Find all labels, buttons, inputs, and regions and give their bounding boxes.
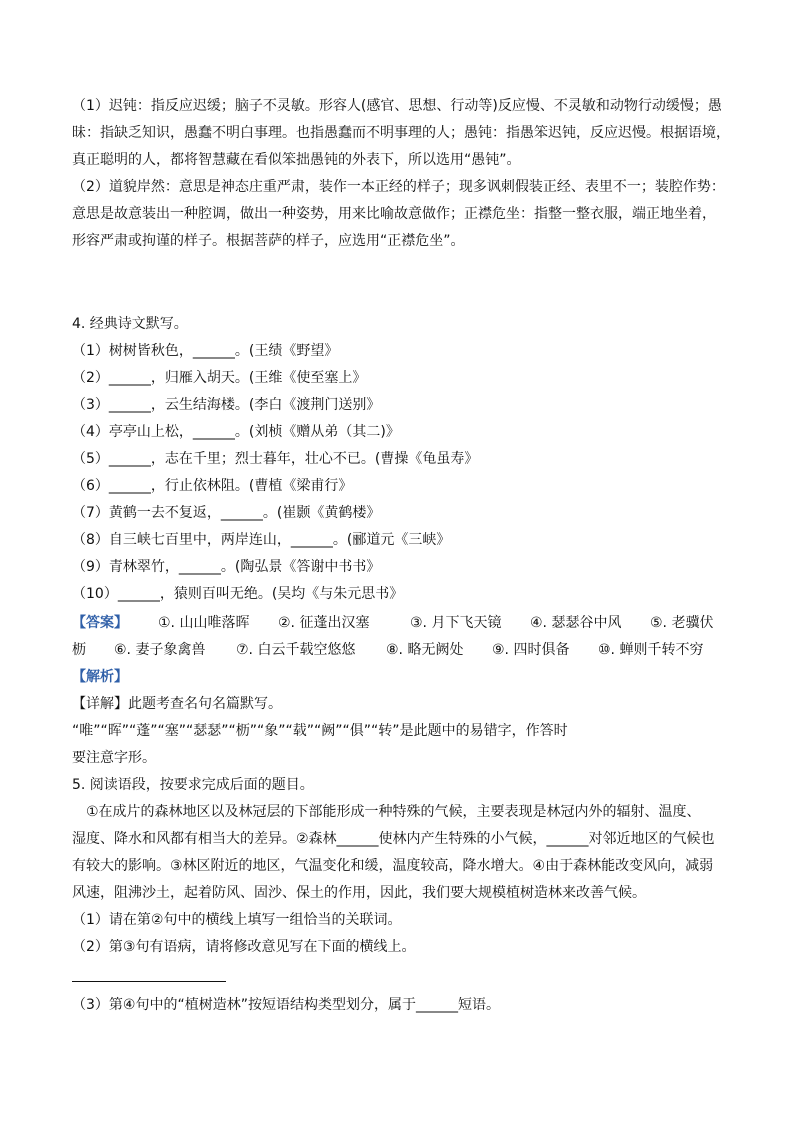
note-line: “唯”“晖”“蓬”“塞”“瑟瑟”“枥”“象”“载”“阙”“俱”“转”是此题中的易错字，作答时 <box>72 723 568 739</box>
explanation-line: （1）迟钝：指反应迟缓；脑子不灵敏。形容人(感官、思想、行动等)反应慢、不灵敏和动物行动缓慢；愚 <box>72 98 722 114</box>
answer-item: ⑧. 略无阙处 <box>386 642 464 658</box>
poem-item: （9）青林翠竹，______。(陶弘景《答谢中书书》 <box>72 559 381 575</box>
answer-label: 【答案】 <box>72 615 128 631</box>
poem-item: （3）______，云生结海楼。(李白《渡荆门送别》 <box>72 397 381 413</box>
poem-item: （1）树树皆秋色，______。(王绩《野望》 <box>72 343 339 359</box>
detail-text: 此题考查名句名篇默写。 <box>128 696 282 712</box>
poem-item: （5）______，志在千里；烈士暮年，壮心不已。(曹操《龟虽寿》 <box>72 451 479 467</box>
explanation-line: 意思是故意装出一种腔调，做出一种姿势，用来比喻故意做作；正襟危坐：指整一整衣服，端正地坐着， <box>72 206 716 222</box>
paragraph-line: 湿度、降水和风都有相当大的差异。②森林______使林内产生特殊的小气候，______对邻近地区的气候也 <box>72 831 715 847</box>
answer-line <box>72 981 226 982</box>
answer-item: 枥 <box>72 642 86 658</box>
poem-item: （10）______，猿则百叫无绝。(吴均《与朱元思书》 <box>72 586 404 602</box>
answer-item: ⑦. 白云千载空悠悠 <box>236 642 356 658</box>
answer-item: ⑥. 妻子象禽兽 <box>114 642 206 658</box>
analysis-label: 【解析】 <box>72 669 128 685</box>
answers-line <box>72 613 722 633</box>
paragraph-line: 有较大的影响。③林区附近的地区，气温变化和缓，温度较高，降水增大。④由于森林能改变风向，减弱 <box>72 858 714 874</box>
poem-item: （2）______，归雁入胡天。(王维《使至塞上》 <box>72 370 367 386</box>
answer-item: ②. 征蓬出汉塞 <box>278 615 370 631</box>
note-line: 要注意字形。 <box>72 750 156 766</box>
explanation-line: （2）道貌岸然：意思是神态庄重严肃，装作一本正经的样子；现多讽刺假装正经、表里不一；装腔作势： <box>72 179 725 195</box>
answer-item: ⑤. 老骥伏 <box>650 615 714 631</box>
explanation-line: 形容严肃或拘谨的样子。根据菩萨的样子，应选用“正襟危坐”。 <box>72 233 465 249</box>
question-4-title: 4. 经典诗文默写。 <box>72 316 188 332</box>
sub-question: （2）第③句有语病，请将修改意见写在下面的横线上。 <box>72 939 416 955</box>
paragraph-line: ①在成片的森林地区以及林冠层的下部能形成一种特殊的气候，主要表现是林冠内外的辐射、温度、 <box>86 804 701 820</box>
paragraph-line: 风速，阻沸沙土，起着防风、固沙、保土的作用，因此，我们要大规模植树造林来改善气候。 <box>72 885 646 901</box>
poem-item: （8）自三峡七百里中，两岸连山，______。(郦道元《三峡》 <box>72 532 451 548</box>
answer-item: ①. 山山唯落晖 <box>158 615 250 631</box>
answer-item: ④. 瑟瑟谷中风 <box>530 615 622 631</box>
poem-item: （7）黄鹤一去不复返，______。(崔颢《黄鹤楼》 <box>72 505 381 521</box>
sub-question: （1）请在第②句中的横线上填写一组恰当的关联词。 <box>72 912 402 928</box>
answer-item: ⑩. 蝉则千转不穷 <box>598 642 704 658</box>
explanation-line: 真正聪明的人，都将智慧藏在看似笨拙愚钝的外表下，所以选用“愚钝”。 <box>72 152 521 168</box>
poem-item: （4）亭亭山上松，______。(刘桢《赠从弟（其二)》 <box>72 424 400 440</box>
poem-item: （6）______，行止依林阻。(曹植《梁甫行》 <box>72 478 353 494</box>
detail-line <box>72 694 722 714</box>
answer-item: ③. 月下飞天镜 <box>410 615 502 631</box>
detail-label: 【详解】 <box>72 696 128 712</box>
answer-item: ⑨. 四时俱备 <box>492 642 570 658</box>
sub-question: （3）第④句中的“植树造林”按短语结构类型划分，属于______短语。 <box>72 997 500 1013</box>
question-5-title: 5. 阅读语段，按要求完成后面的题目。 <box>72 777 314 793</box>
explanation-line: 昧：指缺乏知识，愚蠢不明白事理。也指愚蠢而不明事理的人；愚钝：指愚笨迟钝，反应迟慢。根据语境， <box>72 125 730 141</box>
